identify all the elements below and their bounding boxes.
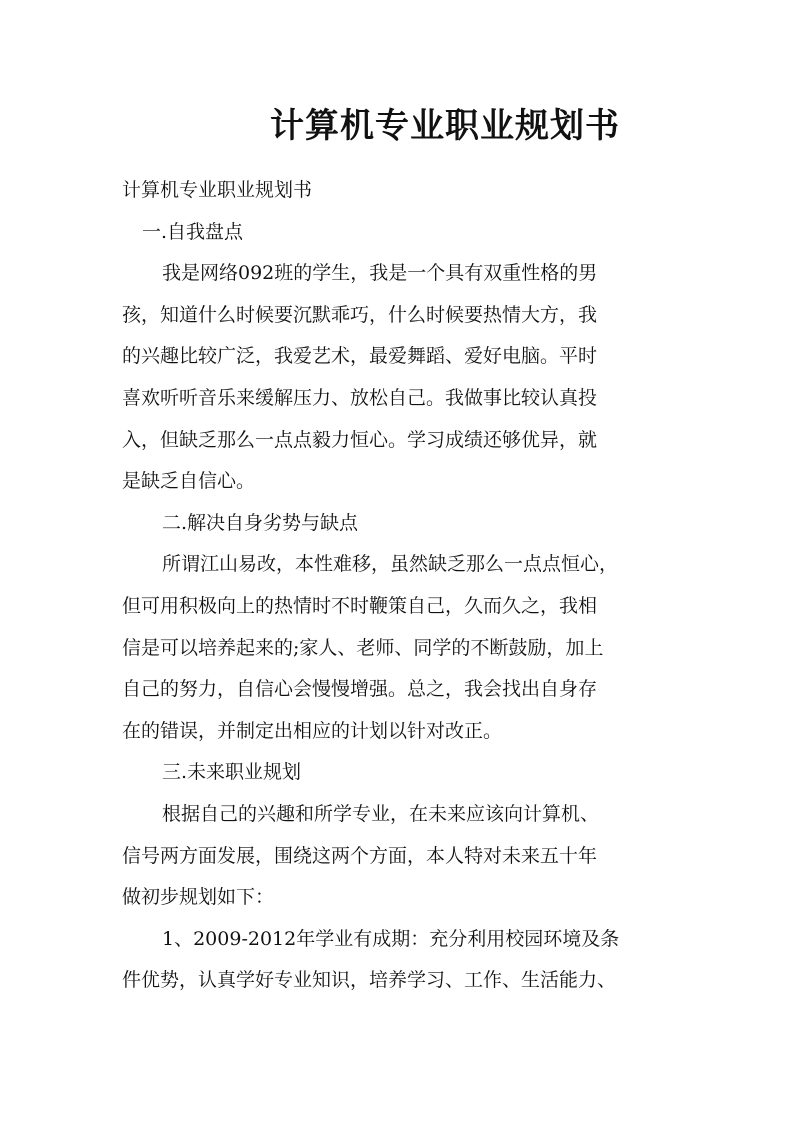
paragraph-line: 在的错误，并制定出相应的计划以针对改正。 — [122, 719, 503, 742]
paragraph-line: 件优势，认真学好专业知识，培养学习、工作、生活能力、 — [122, 969, 617, 992]
section-heading-2: 二.解决自身劣势与缺点 — [162, 511, 359, 534]
paragraph-line: 所谓江山易改，本性难移，虽然缺乏那么一点点恒心， — [162, 553, 619, 576]
paragraph-line: 我是网络092班的学生，我是一个具有双重性格的男 — [162, 262, 598, 285]
document-title: 计算机专业职业规划书 — [270, 106, 620, 146]
paragraph-line: 做初步规划如下： — [122, 886, 275, 909]
paragraph-line: 信号两方面发展，围绕这两个方面，本人特对未来五十年 — [122, 844, 598, 867]
paragraph-line: 的兴趣比较广泛，我爱艺术，最爱舞蹈、爱好电脑。平时 — [122, 345, 598, 368]
section-heading-3: 三.未来职业规划 — [162, 761, 302, 784]
paragraph-line: 孩，知道什么时候要沉默乖巧，什么时候要热情大方，我 — [122, 303, 598, 326]
section-heading-1: 一.自我盘点 — [142, 220, 244, 243]
paragraph-line: 自己的努力，自信心会慢慢增强。总之，我会找出自身存 — [122, 678, 598, 701]
subtitle-line: 计算机专业职业规划书 — [122, 179, 313, 201]
paragraph-line: 信是可以培养起来的;家人、老师、同学的不断鼓励，加上 — [122, 636, 604, 659]
document-body — [122, 170, 674, 1002]
paragraph-line: 是缺乏自信心。 — [122, 470, 256, 493]
paragraph-line: 入，但缺乏那么一点点毅力恒心。学习成绩还够优异，就 — [122, 428, 598, 451]
paragraph-line: 根据自己的兴趣和所学专业，在未来应该向计算机、 — [162, 802, 600, 825]
paragraph-line: 1、2009-2012年学业有成期：充分利用校园环境及条 — [162, 927, 620, 950]
paragraph-line: 喜欢听听音乐来缓解压力、放松自己。我做事比较认真投 — [122, 386, 598, 409]
paragraph-line: 但可用积极向上的热情时不时鞭策自己，久而久之，我相 — [122, 594, 598, 617]
